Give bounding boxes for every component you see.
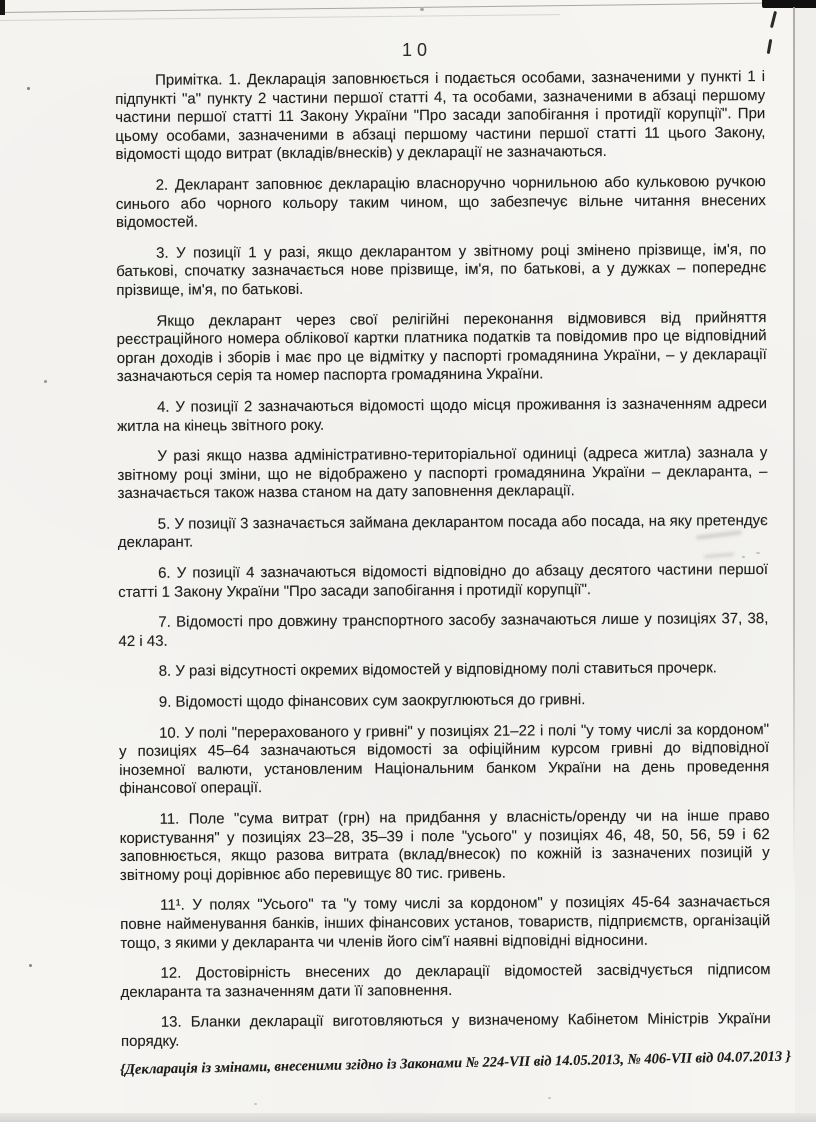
scan-speck: [420, 8, 424, 11]
paragraph-note-2: 2. Декларант заповнює декларацію власноручно чорнильною або кульковою ручкою синього або чорного кольору таким чином, що забезпечує вільне читання внесених відомостей.: [115, 172, 766, 232]
page-number: 10: [402, 40, 433, 60]
paragraph-note-7: 7. Відомості про довжину транспортного засобу зазначаються лише у позиціях 37, 38, 42 і 43.: [118, 610, 769, 650]
paragraph-note-9: 9. Відомості щодо фінансових сум заокруглюються до гривні.: [158, 691, 586, 711]
paragraph-note-6: 6. У позиції 4 зазначаються відомості відповідно до абзацу десятого частини першої статті 1 Закону України "Про засади запобігання і протидії корупції".: [118, 561, 769, 601]
scan-bottom-band: [0, 1113, 816, 1122]
paragraph-note-11-1: 11¹. У полях "Усього" та "у тому числі за кордоном" у позиціях 45-64 зазначається повне найменування банків, інших фінансових установ, товариств, підприємств, організацій тощо, з якими у декларанта чи членів його сім'ї наявні відповідні відносини.: [120, 893, 771, 952]
paragraph-note-10: 10. У полі "перерахованого у гривні" у позиціях 21–22 і полі "у тому числі за кордоном" у позиціях 45–64 зазначаються відомості за офіційним курсом гривні до відповідної іноземної валюти, установленим Національним банком України на день проведення фінансової операції.: [119, 720, 770, 798]
paragraph-note-4: 4. У позиції 2 зазначаються відомості щодо місця проживання із зазначенням адреси житла на кінець звітного року.: [117, 394, 768, 435]
footer-amendment-note: {Декларація із змінами, внесеними згідно із Законами № 224-VII від 14.05.2013, № 406-VII від 04.07.2013 }: [119, 1048, 791, 1078]
paragraph-note-11: 11. Поле "сума витрат (грн) на придбання у власність/оренду чи на інше право користування" у позиціях 23–28, 35–39 і поле "усього" у позиціях 46, 48, 50, 56, 59 і 62 заповнюється, якщо разова витрата (вклад/внесок) по кожній із зазначених позицій у звітному році дорівнює або перевищує 80 тис. гривень.: [119, 807, 770, 884]
pen-tick-mark-2: [767, 39, 773, 54]
page-edge-line: [793, 7, 795, 887]
page-edge-shade: [795, 7, 816, 1115]
paragraph-note-4a: У разі якщо назва адміністративно-територіальної одиниці (адреса житла) зазнала у звітному році зміни, що не відображено у паспорті громадянина України – декларанта, – зазначається також назва станом на дату заповнення декларації.: [117, 444, 768, 503]
paragraph-note-12: 12. Достовірність внесених до декларації відомостей засвідчується підписом декларанта та зазначенням дати її заповнення.: [120, 961, 771, 1001]
paragraph-note-1: Примітка. 1. Декларація заповнюється і подається особами, зазначеними у пункті 1 і підпункті "а" пункту 2 частини першої статті 4, та особами, зазначеними в абзаці першому частини першої статті 11 Закону України "Про засади запобігання і протидії корупції". При цьому особами, зазначеними в абзаці першому частини першої статті 11 цього Закону, відомості щодо витрат (вкладів/внесків) у декларації не зазначаються.: [115, 68, 766, 164]
scan-corner-mark-left: [0, 0, 5, 15]
pen-tick-mark-1: [770, 11, 777, 28]
paragraph-note-13: 13. Бланки декларації виготовляються у визначеному Кабінетом Міністрів України порядку.: [120, 1010, 771, 1050]
scan-speck: [44, 380, 47, 383]
scan-speck: [27, 87, 30, 90]
paragraph-list: [115, 68, 771, 1051]
scan-edge-line-top-2: [0, 14, 560, 21]
scan-speck: [29, 964, 32, 967]
scan-speck: [254, 1103, 257, 1105]
paragraph-note-3: 3. У позиції 1 у разі, якщо декларантом у звітному році змінено прізвище, ім'я, по батькові, спочатку зазначається нове прізвище, ім'я, по батькові, а у дужках – попереднє прізвище, ім'я, по батькові.: [116, 240, 767, 299]
paragraph-note-8: 8. У разі відсутності окремих відомостей у відповідному полі ставиться прочерк.: [158, 659, 717, 681]
paragraph-note-3a: Якщо декларант через свої релігійні переконання відмовився від прийняття реєстраційного номера облікової картки платника податків та повідомив про це відповідний орган доходів і зборів і має про це відмітку у паспорті громадянина України, – у декларації зазначаються серія та номер паспорта громадянина України.: [116, 308, 767, 386]
scan-edge-line-top: [0, 2, 816, 13]
paragraph-note-5: 5. У позиції 3 зазначається займана декларантом посада або посада, на яку претендує декларант.: [117, 511, 768, 552]
scan-speck: [548, 1097, 551, 1099]
